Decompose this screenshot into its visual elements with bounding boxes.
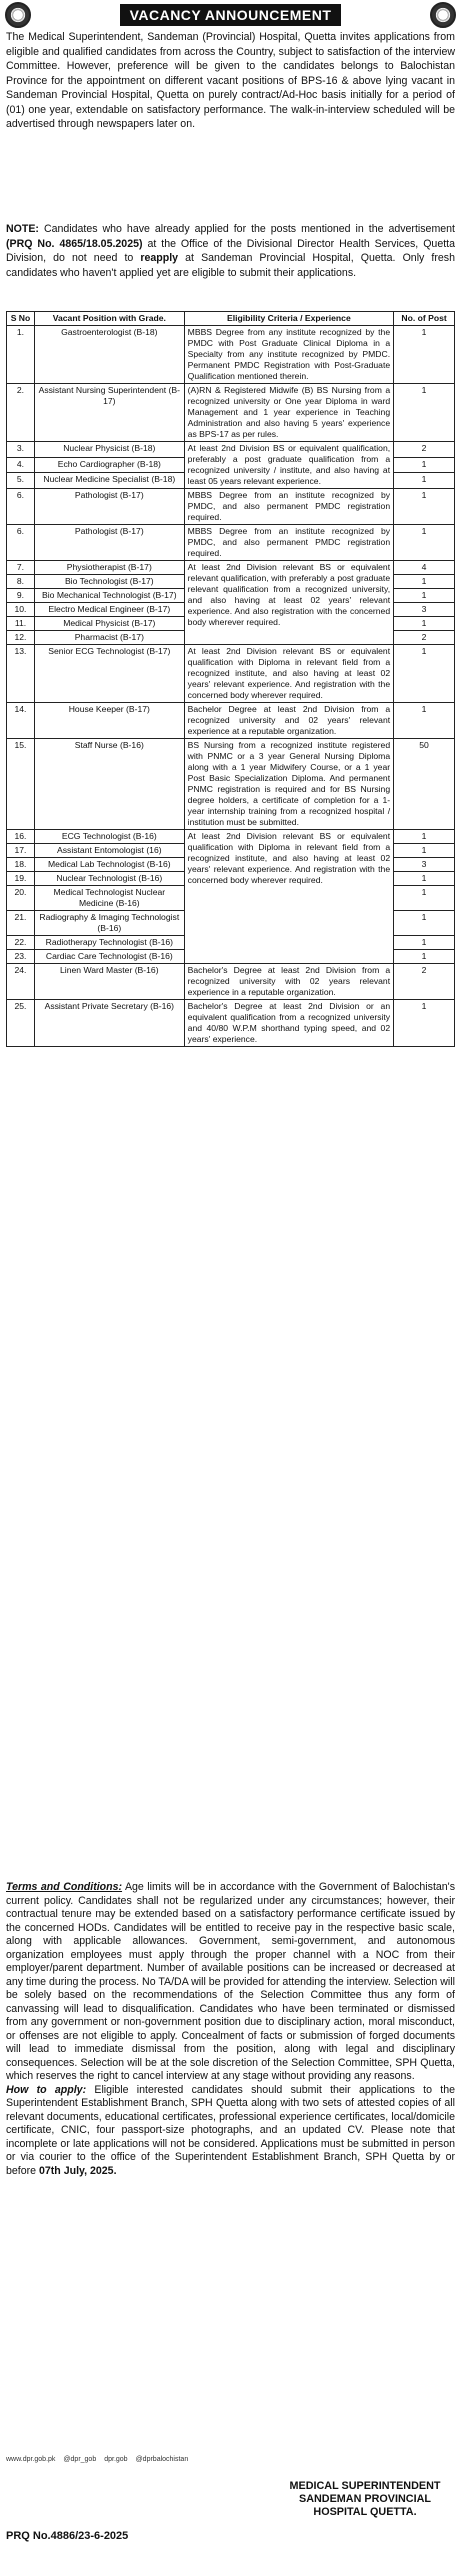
column-header: No. of Post (394, 312, 455, 326)
header (0, 0, 461, 30)
serial-number-cell: 20. (7, 886, 35, 911)
table-row (7, 384, 455, 442)
post-count-cell: 1 (394, 911, 455, 936)
post-count-cell: 1 (394, 617, 455, 631)
note-paragraph (6, 222, 455, 280)
post-count-cell: 1 (394, 950, 455, 964)
position-cell: Assistant Nursing Superintendent (B-17) (34, 384, 184, 442)
social-links (6, 2456, 306, 2463)
position-cell: Gastroenterologist (B-18) (34, 326, 184, 384)
serial-number-cell: 23. (7, 950, 35, 964)
terms-and-how-to-apply (6, 1881, 455, 2178)
column-header: S No (7, 312, 35, 326)
note-text-2: at the Office of the Divisional Director Health Services, Quetta Division, do not need to (6, 237, 455, 264)
serial-number-cell: 16. (7, 830, 35, 844)
vacancy-table-body (7, 326, 455, 1047)
eligibility-cell: MBBS Degree from an institute recognized by PMDC, and also permanent PMDC registration required. (184, 525, 393, 561)
serial-number-cell: 10. (7, 603, 35, 617)
serial-number-cell: 5. (7, 473, 35, 489)
table-row (7, 739, 455, 830)
position-cell: Nuclear Medicine Specialist (B-18) (34, 473, 184, 489)
position-cell: Physiotherapist (B-17) (34, 561, 184, 575)
serial-number-cell: 19. (7, 872, 35, 886)
serial-number-cell: 9. (7, 589, 35, 603)
note-reference: (PRQ No. 4865/18.05.2025) (6, 237, 143, 250)
balochistan-emblem-icon (5, 2, 31, 28)
position-cell: Radiotherapy Technologist (B-16) (34, 936, 184, 950)
position-cell: Senior ECG Technologist (B-17) (34, 645, 184, 703)
serial-number-cell: 13. (7, 645, 35, 703)
how-to-apply-text: Eligible interested candidates should submit their applications to the Superintendent Establishment Branch, SPH Quetta along with two sets of attested copies of all relevant documents, educational certificates, professional experience certificates, local/domicile certificate, CNIC, four passport-size photographs, and an updated CV. Please note that incomplete or late applications will not be considered. Applications must be submitted in person or via courier to the office of the Superintendent Establishment Branch, SPH Quetta by or before (6, 2083, 455, 2177)
signature-block (275, 2480, 455, 2519)
post-count-cell: 4 (394, 561, 455, 575)
eligibility-cell: MBBS Degree from any institute recognized by the PMDC with Post Graduate Clinical Diploma in a Specialty from any institute recognized by PMDC. Permanent PMDC Registration with Post-Graduate Qualification mentioned therein. (184, 326, 393, 384)
post-count-cell: 1 (394, 703, 455, 739)
note-label: NOTE: (6, 223, 39, 235)
position-cell: Bio Mechanical Technologist (B-17) (34, 589, 184, 603)
post-count-cell: 1 (394, 844, 455, 858)
table-row (7, 561, 455, 575)
table-row (7, 525, 455, 561)
post-count-cell: 1 (394, 326, 455, 384)
vacancy-table (6, 311, 455, 1047)
position-cell: Nuclear Physicist (B-18) (34, 442, 184, 458)
table-row (7, 645, 455, 703)
table-row (7, 830, 455, 844)
position-cell: Pharmacist (B-17) (34, 631, 184, 645)
table-row (7, 703, 455, 739)
post-count-cell: 1 (394, 830, 455, 844)
serial-number-cell: 6. (7, 525, 35, 561)
post-count-cell: 1 (394, 473, 455, 489)
serial-number-cell: 8. (7, 575, 35, 589)
note-text-3: at Sandeman Provincial Hospital, Quetta. Only fresh candidates who haven't applied yet are eligible to submit their applications. (6, 252, 455, 279)
position-cell: Assistant Private Secretary (B-16) (34, 1000, 184, 1047)
position-cell: Medical Physicist (B-17) (34, 617, 184, 631)
post-count-cell: 3 (394, 858, 455, 872)
table-row (7, 442, 455, 458)
position-cell: Bio Technologist (B-17) (34, 575, 184, 589)
eligibility-cell: Bachelor Degree at least 2nd Division from a recognized university and 02 years' relevant experience at a reputable organization. (184, 703, 393, 739)
serial-number-cell: 7. (7, 561, 35, 575)
position-cell: ECG Technologist (B-16) (34, 830, 184, 844)
post-count-cell: 2 (394, 442, 455, 458)
table-row (7, 964, 455, 1000)
position-cell: Electro Medical Engineer (B-17) (34, 603, 184, 617)
position-cell: Staff Nurse (B-16) (34, 739, 184, 830)
signature-line: MEDICAL SUPERINTENDENT (289, 2480, 441, 2492)
serial-number-cell: 15. (7, 739, 35, 830)
signature-line: HOSPITAL QUETTA. (313, 2506, 417, 2518)
prq-number: PRQ No.4886/23-6-2025 (6, 2530, 129, 2542)
position-cell: Pathologist (B-17) (34, 525, 184, 561)
signature-line: SANDEMAN PROVINCIAL (299, 2493, 431, 2505)
serial-number-cell: 2. (7, 384, 35, 442)
column-header: Vacant Position with Grade. (34, 312, 184, 326)
serial-number-cell: 6. (7, 489, 35, 525)
terms-text: Age limits will be in accordance with the Government of Balochistan's current policy. Candidates shall not be regularized under any circumstances; however, their contractual tenure may be extended based on a satisfactory performance certificate issued by the concerned HODs. Candidates will be entitled to receive pay in the respective basic scale, along with applicable allowances. Government, semi-government, and autonomous organization employees must apply through the proper channel with a NOC from their employer/parent department. Number of available positions can be increased or decreased at any time during the process. No TA/DA will be provided for attending the interview. Selection will be solely based on the recommendations of the Selection Committee thus any form of canvassing will lead to disqualification. Candidates who have been terminated or dismissed from any government or non-government position due to disciplinary action, moral misconduct, or offenses are not eligible to apply. Concealment of facts or submission of forged documents will lead to immediate dismissal from the position, along with legal and disciplinary consequences. Selection will be at the sole discretion of the Selection Committee, SPH Quetta, which reserves the right to cancel interview at any stage without providing any reasons. (6, 1881, 455, 2082)
serial-number-cell: 12. (7, 631, 35, 645)
position-cell: Pathologist (B-17) (34, 489, 184, 525)
position-cell: Medical Technologist Nuclear Medicine (B-16) (34, 886, 184, 911)
post-count-cell: 3 (394, 603, 455, 617)
position-cell: Nuclear Technologist (B-16) (34, 872, 184, 886)
balochistan-emblem-icon (430, 2, 456, 28)
eligibility-cell: At least 2nd Division relevant BS or equivalent relevant qualification, with preferably a post graduate relevant qualification from a recognized university, and also having at least 02 years' relevant experience. And also registration with the concerned body wherever required. (184, 561, 393, 645)
social-link: dpr.gob (104, 2456, 128, 2463)
post-count-cell: 1 (394, 525, 455, 561)
position-cell: Cardiac Care Technologist (B-16) (34, 950, 184, 964)
post-count-cell: 50 (394, 739, 455, 830)
position-cell: Echo Cardiographer (B-18) (34, 457, 184, 473)
serial-number-cell: 17. (7, 844, 35, 858)
post-count-cell: 1 (394, 457, 455, 473)
eligibility-cell: BS Nursing from a recognized institute registered with PNMC or a 3 year General Nursing Diploma along with a 1 year Midwifery Course, or a 1 year Post Basic Specialization Diploma. And permanent PNMC registration is required and for BS Nursing degree holders, a certificate of completion for a 1-year internship training from a recognized hospital / institution must be submitted. (184, 739, 393, 830)
serial-number-cell: 1. (7, 326, 35, 384)
post-count-cell: 1 (394, 384, 455, 442)
position-cell: Assistant Entomologist (16) (34, 844, 184, 858)
page-title: VACANCY ANNOUNCEMENT (120, 4, 341, 26)
table-header-row (7, 312, 455, 326)
social-link: @dprbalochistan (135, 2456, 189, 2463)
serial-number-cell: 22. (7, 936, 35, 950)
column-header: Eligibility Criteria / Experience (184, 312, 393, 326)
serial-number-cell: 3. (7, 442, 35, 458)
serial-number-cell: 14. (7, 703, 35, 739)
serial-number-cell: 21. (7, 911, 35, 936)
eligibility-cell: (A)RN & Registered Midwife (B) BS Nursing from a recognized university or One year Diploma in ward Management and 1 year experience in Teaching Administration and also having 5 years' experience as BPS-17 as per rules. (184, 384, 393, 442)
social-link: www.dpr.gob.pk (6, 2456, 56, 2463)
serial-number-cell: 24. (7, 964, 35, 1000)
eligibility-cell: At least 2nd Division relevant BS or equivalent qualification with Diploma in relevant field from a recognized institute, and also having at least 02 years' relevant experience. And registration with the concerned body wherever required. (184, 830, 393, 964)
eligibility-cell: MBBS Degree from an institute recognized by PMDC, and also permanent PMDC registration required. (184, 489, 393, 525)
post-count-cell: 2 (394, 631, 455, 645)
position-cell: House Keeper (B-17) (34, 703, 184, 739)
post-count-cell: 1 (394, 589, 455, 603)
how-to-apply-label: How to apply: (6, 2083, 87, 2096)
serial-number-cell: 18. (7, 858, 35, 872)
post-count-cell: 1 (394, 872, 455, 886)
serial-number-cell: 4. (7, 457, 35, 473)
eligibility-cell: At least 2nd Division BS or equivalent qualification, preferably a post graduate qualification from a recognized university / institute, and also having at least 05 years relevant experience. (184, 442, 393, 489)
eligibility-cell: Bachelor's Degree at least 2nd Division from a recognized university with 02 years relevant experience in a reputable organization. (184, 964, 393, 1000)
table-row (7, 1000, 455, 1047)
table-row (7, 326, 455, 384)
post-count-cell: 1 (394, 645, 455, 703)
intro-paragraph: The Medical Superintendent, Sandeman (Provincial) Hospital, Quetta invites applications from eligible and qualified candidates from across the Country, subject to satisfaction of the interview Committee. However, preference will be given to the candidates belongs to Balochistan Province for the appointment on different vacant positions of BPS-16 & above lying vacant in Sandeman Provincial Hospital, Quetta on purely contract/Ad-Hoc basis initially for a period of (01) one year, extendable on satisfactory performance. The walk-in-interview scheduled will be advertised through newspapers later on. (6, 31, 455, 130)
deadline-date: 07th July, 2025. (38, 2164, 117, 2177)
post-count-cell: 2 (394, 964, 455, 1000)
terms-label: Terms and Conditions: (6, 1881, 123, 1893)
note-text-1: Candidates who have already applied for the posts mentioned in the advertisement (38, 223, 455, 235)
eligibility-cell: At least 2nd Division relevant BS or equivalent qualification with Diploma in relevant field from a recognized institute, and also having at least 02 years' relevant experience. And registration with the concerned body wherever required. (184, 645, 393, 703)
serial-number-cell: 11. (7, 617, 35, 631)
note-emphasis: reapply (140, 252, 179, 264)
table-row (7, 489, 455, 525)
position-cell: Medical Lab Technologist (B-16) (34, 858, 184, 872)
position-cell: Linen Ward Master (B-16) (34, 964, 184, 1000)
post-count-cell: 1 (394, 886, 455, 911)
serial-number-cell: 25. (7, 1000, 35, 1047)
position-cell: Radiography & Imaging Technologist (B-16) (34, 911, 184, 936)
post-count-cell: 1 (394, 489, 455, 525)
post-count-cell: 1 (394, 936, 455, 950)
social-link: @dpr_gob (63, 2456, 97, 2463)
eligibility-cell: Bachelor's Degree at least 2nd Division or an equivalent qualification from a recognized university and 40/80 W.P.M shorthand typing speed, and 02 years' experience. (184, 1000, 393, 1047)
post-count-cell: 1 (394, 1000, 455, 1047)
post-count-cell: 1 (394, 575, 455, 589)
